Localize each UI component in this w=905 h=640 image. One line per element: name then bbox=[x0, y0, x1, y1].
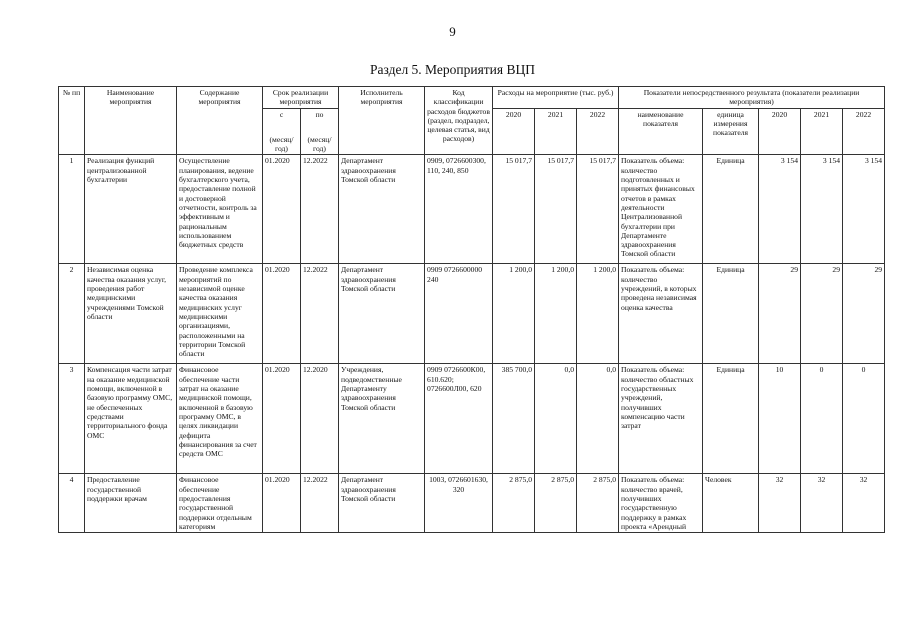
row-unit: Единица bbox=[703, 155, 759, 264]
row-name: Независимая оценка качества оказания услуг, проведения работ медицинскими учреждениями Томской области bbox=[85, 264, 177, 364]
header-num: № пп bbox=[59, 87, 85, 155]
row-num: 3 bbox=[59, 364, 85, 474]
table-row bbox=[59, 264, 885, 364]
row-value-2022: 0 bbox=[843, 364, 885, 474]
row-expense-2022: 2 875,0 bbox=[577, 474, 619, 533]
row-code: 0909 0726600000 240 bbox=[425, 264, 493, 364]
row-content: Финансовое обеспечение части затрат на оказание медицинской помощи, включенной в базовую программу ОМС, в целях ликвидации дефицита финансирования за счет средств ОМС bbox=[177, 364, 263, 474]
row-value-2020: 29 bbox=[759, 264, 801, 364]
header-val-2022: 2022 bbox=[843, 108, 885, 155]
row-code: 0909, 0726600300, 110, 240, 850 bbox=[425, 155, 493, 264]
row-content: Осуществление планирования, ведение бухгалтерского учета, предоставление полной и достоверной отчетности, контроль за эффективным и рациональным использованием бюджетных средств bbox=[177, 155, 263, 264]
header-period-from-label: с bbox=[279, 109, 284, 119]
row-expense-2020: 385 700,0 bbox=[493, 364, 535, 474]
header-period-to-label: по bbox=[315, 109, 324, 119]
row-expense-2021: 15 017,7 bbox=[535, 155, 577, 264]
header-name: Наименование мероприятия bbox=[85, 87, 177, 155]
header-content: Содержание мероприятия bbox=[177, 87, 263, 155]
table-row bbox=[59, 364, 885, 474]
row-indicator: Показатель объема: количество областных государственных учреждений, получивших компенсацию части затрат bbox=[619, 364, 703, 474]
row-num: 2 bbox=[59, 264, 85, 364]
header-period: Срок реализации мероприятия bbox=[263, 87, 339, 109]
row-unit: Человек bbox=[703, 474, 759, 533]
row-executor: Учреждения, подведомственные Департаменту здравоохранения Томской области bbox=[339, 364, 425, 474]
header-period-to-unit: (месяц/ год) bbox=[307, 134, 332, 154]
row-from: 01.2020 bbox=[263, 364, 301, 474]
row-code: 1003, 0726601630, 320 bbox=[425, 474, 493, 533]
row-value-2021: 29 bbox=[801, 264, 843, 364]
header-row bbox=[59, 87, 885, 109]
row-value-2022: 29 bbox=[843, 264, 885, 364]
row-code: 0909 0726600К00, 610.620; 0726600Л00, 620 bbox=[425, 364, 493, 474]
table-row bbox=[59, 155, 885, 264]
header-period-from bbox=[263, 108, 301, 155]
header-period-from-unit: (месяц/ год) bbox=[269, 134, 294, 154]
row-value-2022: 3 154 bbox=[843, 155, 885, 264]
row-expense-2021: 0,0 bbox=[535, 364, 577, 474]
row-from: 01.2020 bbox=[263, 264, 301, 364]
row-value-2020: 10 bbox=[759, 364, 801, 474]
measures-table bbox=[58, 86, 885, 533]
row-executor: Департамент здравоохранения Томской области bbox=[339, 264, 425, 364]
header-indicators: Показатели непосредственного результата (показатели реализации мероприятия) bbox=[619, 87, 885, 109]
header-exp-2020: 2020 bbox=[493, 108, 535, 155]
header-period-to bbox=[301, 108, 339, 155]
row-to: 12.2022 bbox=[301, 264, 339, 364]
row-expense-2021: 2 875,0 bbox=[535, 474, 577, 533]
row-expense-2022: 15 017,7 bbox=[577, 155, 619, 264]
row-to: 12.2020 bbox=[301, 364, 339, 474]
row-to: 12.2022 bbox=[301, 474, 339, 533]
row-indicator: Показатель объема: количество учреждений, в которых проведена независимая оценка качества bbox=[619, 264, 703, 364]
row-unit: Единица bbox=[703, 364, 759, 474]
header-indicator-name: наименование показателя bbox=[619, 108, 703, 155]
header-unit: единица измерения показателя bbox=[703, 108, 759, 155]
row-from: 01.2020 bbox=[263, 155, 301, 264]
row-expense-2020: 1 200,0 bbox=[493, 264, 535, 364]
row-expense-2022: 0,0 bbox=[577, 364, 619, 474]
row-to: 12.2022 bbox=[301, 155, 339, 264]
row-unit: Единица bbox=[703, 264, 759, 364]
row-executor: Департамент здравоохранения Томской области bbox=[339, 474, 425, 533]
header-expenses: Расходы на мероприятие (тыс. руб.) bbox=[493, 87, 619, 109]
row-executor: Департамент здравоохранения Томской области bbox=[339, 155, 425, 264]
table-row bbox=[59, 474, 885, 533]
header-exp-2021: 2021 bbox=[535, 108, 577, 155]
row-value-2021: 3 154 bbox=[801, 155, 843, 264]
row-value-2020: 32 bbox=[759, 474, 801, 533]
row-content: Финансовое обеспечение предоставления государственной поддержки отдельным категориям bbox=[177, 474, 263, 533]
header-exp-2022: 2022 bbox=[577, 108, 619, 155]
header-val-2021: 2021 bbox=[801, 108, 843, 155]
row-indicator: Показатель объема: количество подготовленных и принятых финансовых отчетов в рамках деятельности Централизованной бухгалтерии при Департаменте здравоохранения Томской области bbox=[619, 155, 703, 264]
row-expense-2020: 15 017,7 bbox=[493, 155, 535, 264]
row-num: 4 bbox=[59, 474, 85, 533]
row-name: Реализация функций централизованной бухгалтерии bbox=[85, 155, 177, 264]
header-code: Код классификации расходов бюджетов (раздел, подраздел, целевая статья, вид расходов) bbox=[425, 87, 493, 155]
row-expense-2020: 2 875,0 bbox=[493, 474, 535, 533]
row-expense-2021: 1 200,0 bbox=[535, 264, 577, 364]
section-title: Раздел 5. Мероприятия ВЦП bbox=[370, 62, 535, 77]
row-num: 1 bbox=[59, 155, 85, 264]
header-executor: Исполнитель мероприятия bbox=[339, 87, 425, 155]
header-val-2020: 2020 bbox=[759, 108, 801, 155]
row-from: 01.2020 bbox=[263, 474, 301, 533]
row-value-2022: 32 bbox=[843, 474, 885, 533]
row-indicator: Показатель объема: количество врачей, получивших государственную поддержку в рамках проекта «Арендный bbox=[619, 474, 703, 533]
page-number: 9 bbox=[449, 24, 456, 39]
row-value-2020: 3 154 bbox=[759, 155, 801, 264]
row-value-2021: 32 bbox=[801, 474, 843, 533]
row-expense-2022: 1 200,0 bbox=[577, 264, 619, 364]
row-value-2021: 0 bbox=[801, 364, 843, 474]
row-content: Проведение комплекса мероприятий по независимой оценке качества оказания медицинских услуг медицинскими организациями, расположенными на территории Томской области bbox=[177, 264, 263, 364]
row-name: Компенсация части затрат на оказание медицинской помощи, включенной в базовую программу ОМС, не обеспеченных средствами территориального фонда ОМС bbox=[85, 364, 177, 474]
row-name: Предоставление государственной поддержки врачам bbox=[85, 474, 177, 533]
